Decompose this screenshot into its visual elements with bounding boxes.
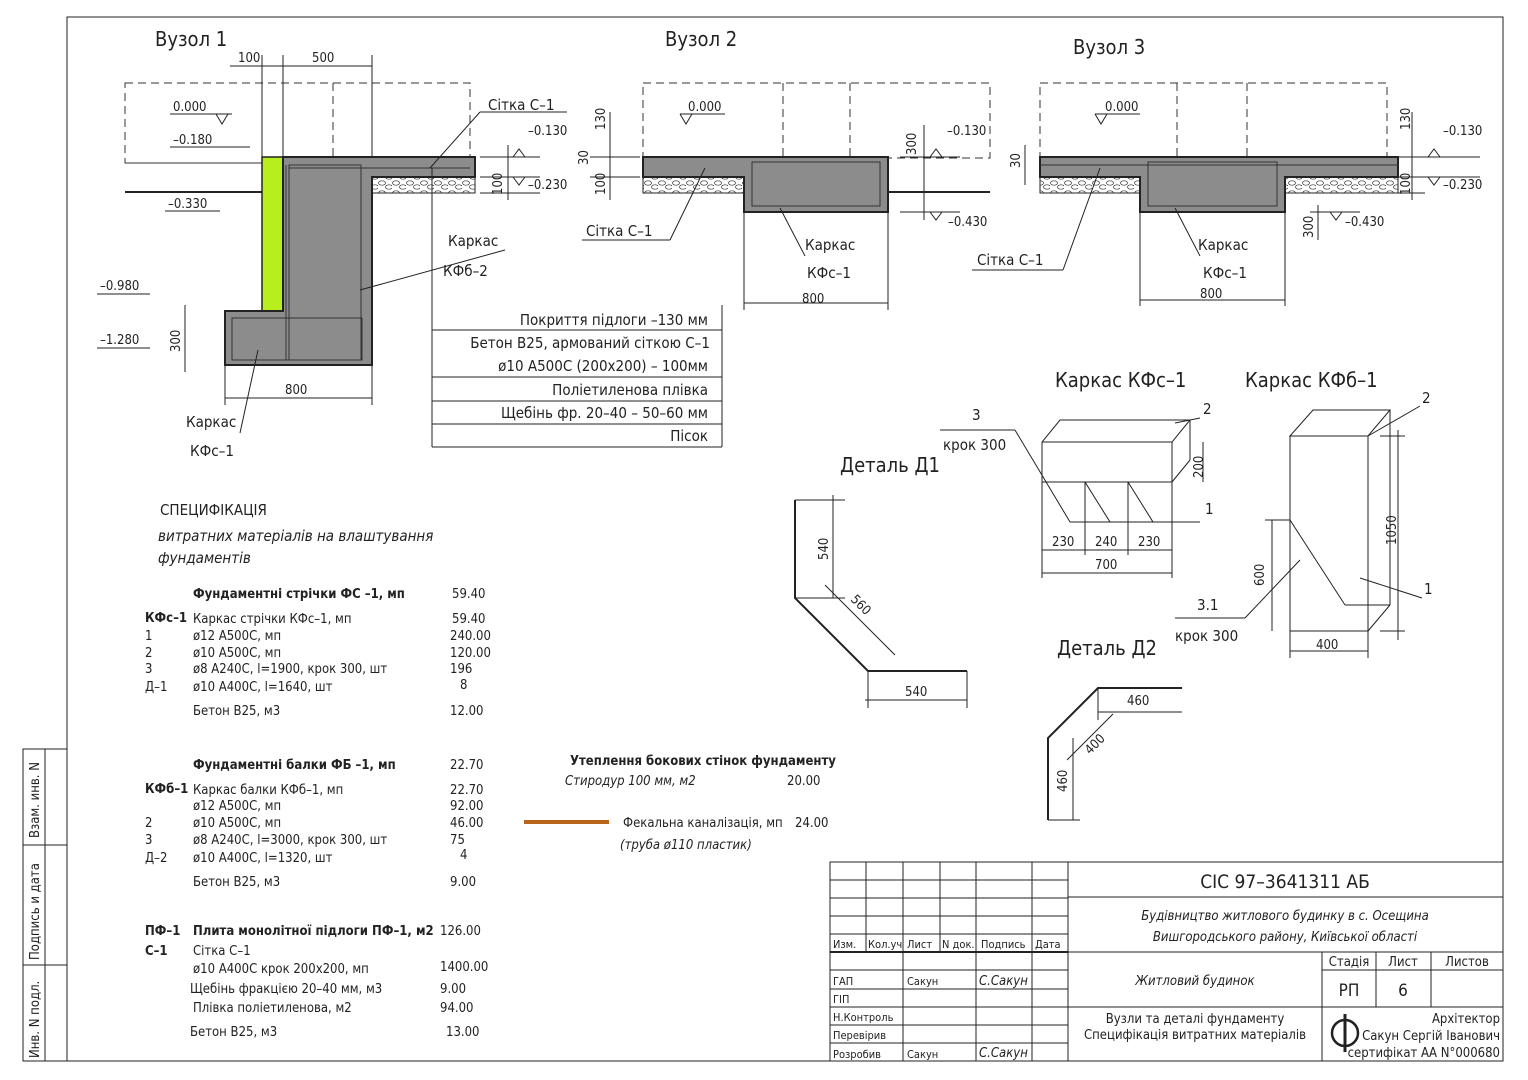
callout-label: Каркас (448, 232, 499, 250)
callout-label: КФс–1 (807, 264, 851, 282)
dim-label: 100 (594, 172, 609, 195)
node-2 (577, 27, 990, 310)
spec-mark: Д–1 (145, 680, 168, 695)
frame-kfs1 (940, 368, 1214, 578)
sheet-title: Вузли та деталі фундаменту (1105, 1012, 1285, 1027)
shared-levels-1 (480, 124, 567, 200)
detail-title: Деталь Д2 (1057, 636, 1157, 660)
dim-label: 300 (905, 132, 920, 155)
sheets-label: Листов (1445, 955, 1489, 970)
level-label: 0.000 (1105, 100, 1139, 115)
dim-label: 500 (312, 51, 335, 66)
spec-value: 46.00 (450, 816, 484, 831)
stamp-col-header: Кол.уч (868, 938, 903, 951)
dim-label: 540 (817, 537, 832, 560)
stamp-role: Н.Контроль (833, 1011, 894, 1024)
architect-line: Архітектор (1431, 1012, 1500, 1027)
level-label: –0.430 (1345, 215, 1385, 230)
level-label: –0.230 (1443, 178, 1483, 193)
spec-value: 75 (450, 833, 465, 848)
spec-mark: 3 (145, 662, 153, 677)
sheet-label: Лист (1388, 955, 1418, 970)
spec-item: ø8 А240С, l=1900, крок 300, шт (193, 662, 388, 677)
level-label: –1.280 (100, 333, 140, 348)
level-label: –0.430 (948, 215, 988, 230)
detail-title: Деталь Д1 (840, 453, 940, 477)
spec-group-header: Фундаментні стрічки ФС –1, мп (193, 587, 405, 602)
object-name: Житловий будинок (1135, 974, 1255, 989)
callout-label: Каркас (805, 236, 856, 254)
gravel-layer (372, 177, 475, 193)
spec-value: 1400.00 (440, 960, 489, 975)
spec-item: ø12 А500С, мп (193, 799, 282, 814)
dim-label: 3.1 (1197, 596, 1219, 614)
spec-item: Каркас стрічки КФс–1, мп (193, 612, 352, 627)
dim-label: крок 300 (943, 436, 1007, 454)
spec-value: 92.00 (450, 799, 484, 814)
architect-line: сертифікат АА N°000680 (1347, 1046, 1500, 1061)
drawing-code: СІС 97–3641311 АБ (1200, 871, 1370, 893)
dim-label: 230 (1052, 535, 1075, 550)
callout-label: КФс–1 (1203, 264, 1247, 282)
detail-title: Каркас КФс–1 (1055, 368, 1187, 392)
dim-label: 130 (1399, 107, 1414, 130)
spec-item: Бетон В25, м3 (190, 1025, 278, 1040)
sheet-value: 6 (1398, 981, 1408, 1001)
spec-mark: 1 (145, 629, 153, 644)
signature: С.Сакун (979, 974, 1028, 989)
floor-layer-label: Покриття підлоги –130 мм (519, 311, 708, 329)
level-label: 0.000 (173, 100, 207, 115)
spec-item: ø10 А400С, l=1640, шт (193, 680, 333, 695)
spec-subtitle: фундаментів (158, 549, 251, 567)
stamp-col-header: Лист (907, 938, 933, 951)
dim-label: 300 (169, 329, 184, 352)
dim-label: 2 (1203, 400, 1212, 418)
spec-group-value: 126.00 (440, 924, 481, 939)
dim-label: 100 (1399, 172, 1414, 195)
spec-value: 120.00 (450, 646, 491, 661)
floor-layer-label: Бетон В25, армований сіткою С–1 (470, 334, 710, 352)
dim-label: крок 300 (1175, 627, 1239, 645)
project-name: Вишгородського району, Київської області (1152, 930, 1418, 945)
spec-group-header: Фундаментні балки ФБ –1, мп (193, 758, 396, 773)
spec-mark: 3 (145, 833, 153, 848)
spec-mark: 2 (145, 816, 153, 831)
sewer-item: Фекальна каналізація, мп (623, 816, 783, 831)
stamp-role: Перевірив (833, 1029, 887, 1042)
spec-value: 9.00 (450, 875, 477, 890)
dim-label: 800 (802, 292, 825, 307)
level-label: –0.130 (1443, 124, 1483, 139)
dim-label: 700 (1095, 558, 1118, 573)
dim-label: 800 (1200, 287, 1223, 302)
callout-label: Сітка С–1 (977, 251, 1044, 269)
spec-item: ø8 А240С, l=3000, крок 300, шт (193, 833, 388, 848)
stamp-col-header: Дата (1035, 938, 1061, 951)
spec-item: ø10 А500С, мп (193, 646, 282, 661)
stamp-name: Сакун (907, 975, 939, 988)
stamp-role: ГАП (833, 975, 854, 988)
node-title: Вузол 1 (155, 27, 228, 51)
spec-group-value: 22.70 (450, 758, 484, 773)
dim-label: 1050 (1385, 515, 1400, 545)
detail-d1 (795, 453, 967, 708)
spec-title: СПЕЦИФІКАЦІЯ (160, 501, 267, 519)
callout-label: Каркас (1198, 236, 1249, 254)
floor-layer-label: Пісок (670, 427, 708, 445)
stamp-role: Розробив (833, 1048, 881, 1061)
gravel-layer (1285, 177, 1398, 193)
floor-layer-label: Щебінь фр. 20–40 – 50–60 мм (500, 404, 708, 422)
callout-label: Каркас (186, 413, 237, 431)
callout-label: КФс–1 (190, 442, 234, 460)
sewer-note: (труба ø110 пластик) (620, 838, 752, 853)
insulation-item: Стиродур 100 мм, м2 (565, 774, 696, 789)
level-label: –0.130 (947, 124, 987, 139)
node-3 (972, 35, 1482, 306)
node-1 (97, 27, 567, 460)
spec-group-header: Плита монолітної підлоги ПФ–1, м2 (193, 924, 434, 939)
insulation-value: 20.00 (787, 774, 821, 789)
spec-item: ø10 А400С крок 200х200, мп (193, 962, 369, 977)
spec-item: Каркас балки КФб–1, мп (193, 783, 344, 798)
signature: С.Сакун (979, 1046, 1028, 1061)
level-label: –0.230 (528, 178, 568, 193)
stage-value: РП (1338, 981, 1360, 1001)
callout-label: КФб–2 (443, 262, 488, 280)
dim-label: 400 (1316, 638, 1339, 653)
sewer-value: 24.00 (795, 816, 829, 831)
dim-label: 1 (1205, 500, 1214, 518)
dim-label: 540 (905, 685, 928, 700)
floor-layer-label: ø10 А500С (200х200) – 100мм (498, 357, 708, 375)
spec-item: Плівка поліетиленова, м2 (193, 1001, 352, 1016)
dim-label: 3 (972, 406, 981, 424)
detail-title: Каркас КФб–1 (1245, 368, 1378, 392)
dim-label: 100 (238, 51, 261, 66)
spec-mark: ПФ–1 (145, 924, 181, 939)
level-label: 0.000 (688, 100, 722, 115)
stamp-col-header: Изм. (833, 938, 857, 951)
stamp-col-header: Подпись (981, 938, 1026, 951)
spec-item: ø10 А500С, мп (193, 816, 282, 831)
spec-value: 9.00 (440, 982, 467, 997)
spec-mark: КФс–1 (145, 611, 188, 626)
spec-value: 12.00 (450, 704, 484, 719)
insulation-layer (262, 157, 283, 311)
floor-layer-label: Поліетиленова плівка (552, 381, 708, 399)
callout-label: Сітка С–1 (586, 222, 653, 240)
spec-group-value: 59.40 (452, 587, 486, 602)
dim-label: 200 (1192, 455, 1207, 478)
spec-item: ø10 А400С, l=1320, шт (193, 851, 333, 866)
spec-value: 196 (450, 662, 473, 677)
level-label: –0.180 (173, 133, 213, 148)
frame-kfb1 (1175, 368, 1433, 658)
dim-label: 600 (1253, 563, 1268, 586)
stamp-col-header: N док. (942, 938, 975, 951)
spec-item: Щебінь фракцією 20–40 мм, м3 (190, 982, 383, 997)
side-stamp-label: Инв. N подл. (28, 980, 43, 1058)
title-block (830, 862, 1503, 1061)
dim-label: 240 (1095, 535, 1118, 550)
dim-label: 230 (1138, 535, 1161, 550)
dim-label: 460 (1056, 769, 1071, 792)
insulation-header: Утеплення бокових стінок фундаменту (570, 754, 836, 769)
level-label: –0.980 (100, 279, 140, 294)
side-stamp (23, 749, 67, 1061)
dim-label: 2 (1422, 389, 1431, 407)
spec-mark: Д–2 (145, 851, 168, 866)
dim-label: 800 (285, 383, 308, 398)
dim-label: 30 (577, 150, 592, 165)
specification (145, 501, 836, 1040)
floor-layers-table (432, 168, 722, 447)
level-label: –0.330 (168, 197, 208, 212)
spec-value: 8 (460, 678, 468, 693)
dim-label: 460 (1127, 694, 1150, 709)
stamp-role: ГІП (833, 993, 850, 1006)
stage-label: Стадія (1328, 955, 1370, 970)
spec-value: 13.00 (446, 1025, 480, 1040)
project-name: Будівництво житлового будинку в с. Осещина (1141, 909, 1429, 924)
detail-d2 (1048, 636, 1182, 820)
spec-item: Сітка С–1 (193, 944, 251, 959)
dim-label: 30 (1009, 153, 1024, 168)
dim-label: 100 (491, 172, 506, 195)
spec-value: 240.00 (450, 629, 491, 644)
spec-item: ø12 А500С, мп (193, 629, 282, 644)
spec-value: 94.00 (440, 1001, 474, 1016)
dim-label: 1 (1424, 580, 1433, 598)
spec-value: 4 (460, 848, 468, 863)
node-title: Вузол 2 (665, 27, 738, 51)
callout-label: Сітка С–1 (488, 96, 555, 114)
stamp-name: Сакун (907, 1048, 939, 1061)
spec-mark: КФб–1 (145, 782, 189, 797)
gravel-layer (1040, 177, 1140, 193)
node-title: Вузол 3 (1073, 35, 1146, 59)
spec-value: 22.70 (450, 783, 484, 798)
dim-label: 560 (847, 592, 874, 619)
level-label: –0.130 (528, 124, 568, 139)
side-stamp-label: Подпись и дата (28, 863, 43, 960)
spec-value: 59.40 (452, 612, 486, 627)
spec-item: Бетон В25, м3 (193, 704, 281, 719)
side-stamp-label: Взам. инв. N (28, 762, 43, 838)
spec-subtitle: витратних матеріалів на влаштування (158, 527, 434, 545)
dim-label: 400 (1082, 731, 1109, 758)
spec-mark: 2 (145, 646, 153, 661)
spec-item: Бетон В25, м3 (193, 875, 281, 890)
dim-label: 130 (594, 107, 609, 130)
architect-line: Сакун Сергій Іванович (1362, 1029, 1500, 1044)
spec-mark: С–1 (145, 944, 168, 959)
sheet-title: Специфікація витратних матеріалів (1083, 1028, 1307, 1043)
dim-label: 300 (1302, 215, 1317, 238)
